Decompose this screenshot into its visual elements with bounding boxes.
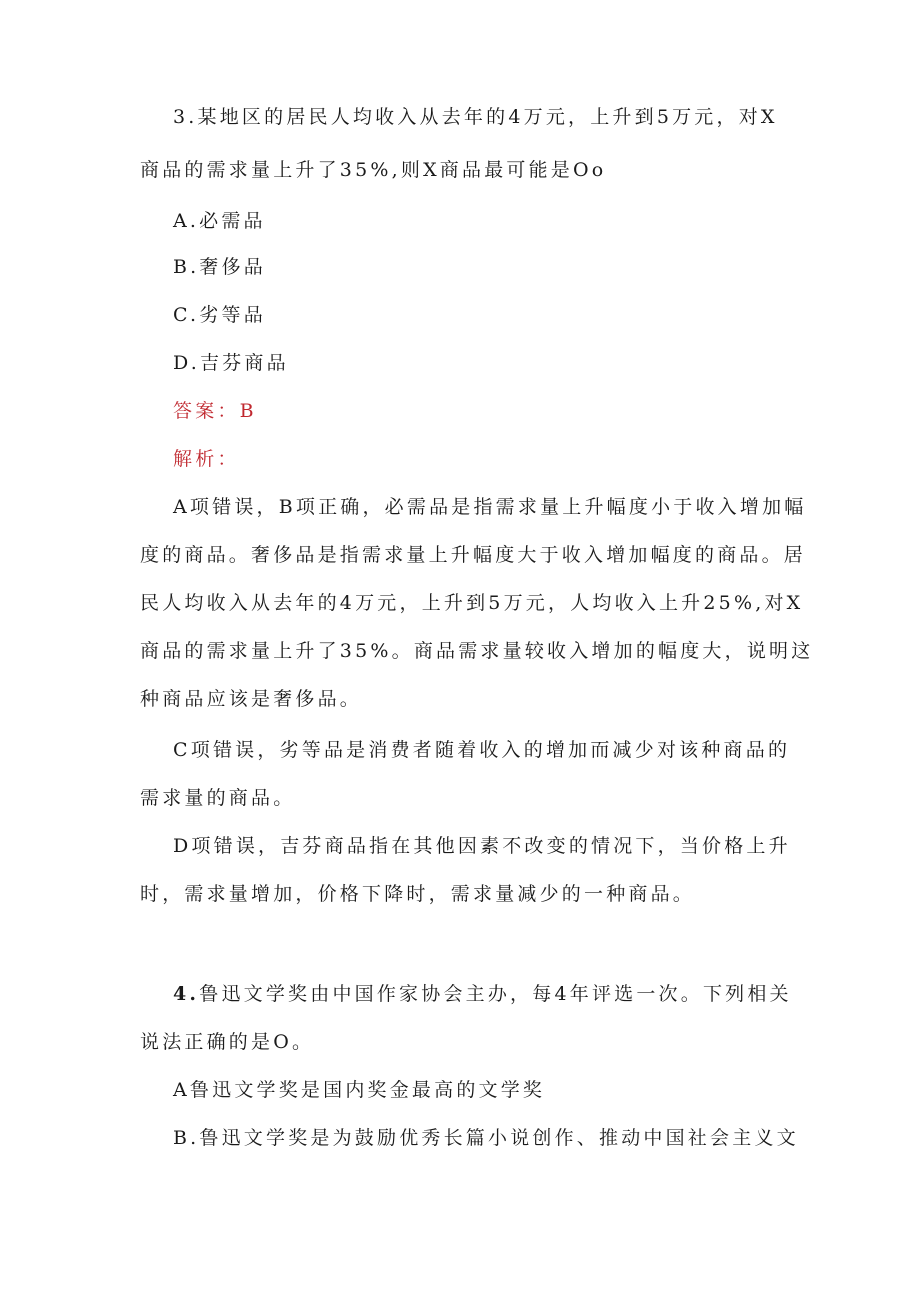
q3-analysis-p2-line-2: 需求量的商品。 [140,787,296,809]
q3-analysis-p3-line-2: 时，需求量增加，价格下降时，需求量减少的一种商品。 [140,883,696,905]
q3-answer: 答案：B [173,400,257,422]
q3-option-b: B.奢侈品 [173,256,267,278]
q3-analysis-p1-line-5: 种商品应该是奢侈品。 [140,688,363,710]
q3-option-a: A.必需品 [173,210,266,232]
q3-stem-line-2: 商品的需求量上升了35%,则X商品最可能是Oo [140,159,607,181]
q3-analysis-p1-line-4: 商品的需求量上升了35%。商品需求量较收入增加的幅度大，说明这 [140,640,814,662]
q3-analysis-label: 解析： [173,448,240,470]
q3-option-c: C.劣等品 [173,304,266,326]
q4-stem-line-1 [173,981,790,1007]
q3-analysis-p1-line-2: 度的商品。奢侈品是指需求量上升幅度大于收入增加幅度的商品。居 [140,544,807,566]
q3-stem-line-1: 3.某地区的居民人均收入从去年的4万元，上升到5万元，对X [173,106,778,128]
q3-option-d: D.吉芬商品 [173,352,289,374]
q4-option-a: A鲁迅文学奖是国内奖金最高的文学奖 [173,1079,546,1101]
q4-option-b: B.鲁迅文学奖是为鼓励优秀长篇小说创作、推动中国社会主义文 [173,1127,799,1149]
q3-analysis-p1-line-1: A项错误，B项正确，必需品是指需求量上升幅度小于收入增加幅 [173,496,807,518]
q3-analysis-p2-line-1: C项错误，劣等品是消费者随着收入的增加而减少对该种商品的 [173,739,791,761]
q4-number: 4. [173,983,200,1005]
q3-analysis-p3-line-1: D项错误，吉芬商品指在其他因素不改变的情况下，当价格上升 [173,835,791,857]
q4-stem-line-2: 说法正确的是O。 [140,1031,315,1053]
q3-analysis-p1-line-3: 民人均收入从去年的4万元，上升到5万元，人均收入上升25%,对X [140,592,804,614]
q4-stem-text: 鲁迅文学奖由中国作家协会主办，每4年评选一次。下列相关 [199,983,792,1005]
